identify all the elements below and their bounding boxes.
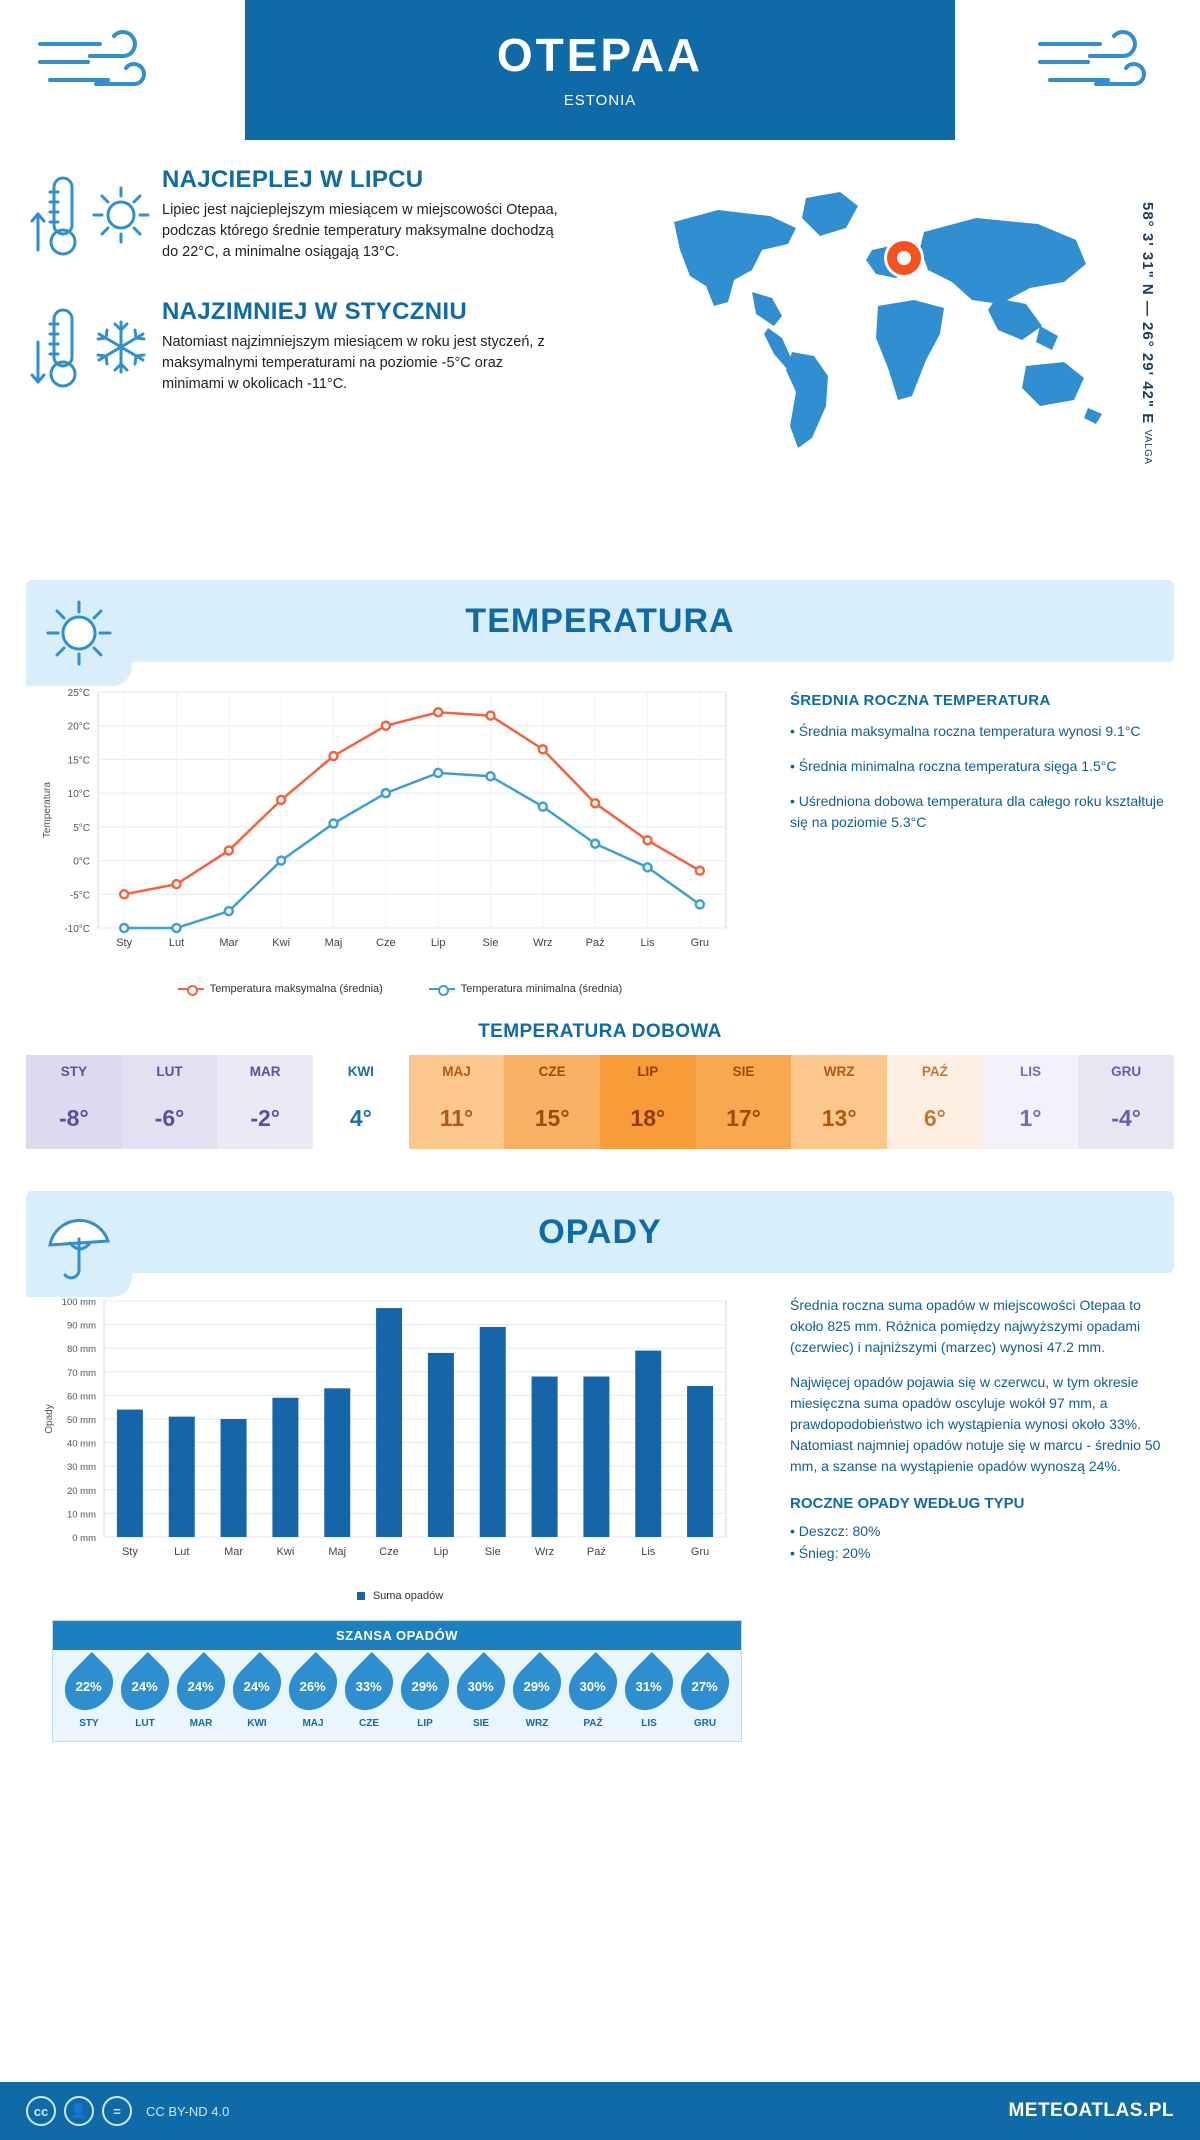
daily-temp-value-mar: -2°: [217, 1088, 313, 1149]
chance-value: 22%: [75, 1678, 103, 1694]
chance-month-label: LIP: [417, 1718, 433, 1729]
legend-label-precip: Suma opadów: [372, 1590, 444, 1602]
coldest-month-text: Natomiast najzimniejszym miesiącem w roku jest styczeń, z maksymalnymi temperaturami na poziomie -5°C oraz minimami w okolicach -11°C.: [162, 334, 545, 393]
precip-types-title: ROCZNE OPADY WEDŁUG TYPU: [790, 1495, 1025, 1512]
water-drop-icon: [559, 1652, 627, 1720]
water-drop-icon: [167, 1652, 235, 1720]
umbrella-icon: [40, 1205, 118, 1283]
water-drop-icon: [335, 1652, 403, 1720]
sun-icon: [90, 184, 152, 246]
water-drop-icon: [447, 1652, 515, 1720]
svg-text:Maj: Maj: [324, 937, 343, 949]
chance-month-label: STY: [79, 1718, 99, 1729]
snowflake-icon: [90, 316, 152, 378]
sun-icon: [42, 596, 116, 670]
chance-title: SZANSA OPADÓW: [53, 1621, 741, 1650]
svg-text:Cze: Cze: [376, 937, 396, 949]
daily-temperature-value-row: [26, 1088, 1174, 1149]
cc-icon: cc: [26, 2096, 56, 2126]
legend-item-max: [178, 983, 383, 995]
water-drop-icon: [55, 1652, 123, 1720]
water-drop-icon: [223, 1652, 291, 1720]
daily-temp-month-lip: LIP: [600, 1055, 696, 1088]
daily-temp-value-lip: 18°: [600, 1088, 696, 1149]
country-label: ESTONIA: [563, 92, 637, 109]
chance-drops-row: [53, 1650, 741, 1741]
page-title: OTEPAA: [496, 29, 704, 81]
sun-badge: [26, 580, 132, 686]
svg-text:Lip: Lip: [433, 1546, 449, 1558]
chance-cell-paź: [565, 1660, 621, 1729]
warmest-month-block: [28, 164, 628, 270]
chance-value: 27%: [691, 1678, 719, 1694]
svg-text:90 mm: 90 mm: [66, 1320, 96, 1332]
warm-icons: [28, 164, 152, 270]
legend-label-max: Temperatura maksymalna (średnia): [209, 983, 383, 995]
world-map-svg: [656, 180, 1136, 450]
precipitation-banner-title: OPADY: [538, 1212, 662, 1251]
svg-text:30 mm: 30 mm: [66, 1462, 96, 1474]
daily-temp-month-sty: STY: [26, 1055, 122, 1088]
precipitation-bar-chart: [26, 1289, 746, 1579]
svg-text:Lis: Lis: [640, 937, 655, 949]
daily-temp-value-wrz: 13°: [791, 1088, 887, 1149]
water-drop-icon: [279, 1652, 347, 1720]
svg-text:Lis: Lis: [641, 1546, 656, 1558]
daily-temp-value-lut: -6°: [122, 1088, 218, 1149]
svg-text:10°C: 10°C: [67, 789, 90, 801]
precip-text-1: Średnia roczna suma opadów w miejscowości Otepaa to około 825 mm. Różnica pomiędzy najwyższymi opadami (czerwiec) i najniższymi (marzec) wynosi 47.2 mm.: [790, 1297, 1141, 1355]
intro-section: [0, 150, 1200, 580]
temperature-chart: [26, 680, 774, 995]
warmest-month-title: NAJCIEPLEJ W LIPCU: [162, 166, 424, 193]
svg-text:Opady: Opady: [44, 1404, 55, 1434]
brand-label: METEOATLAS.PL: [1008, 2100, 1174, 2121]
svg-text:Lip: Lip: [430, 937, 446, 949]
daily-temp-month-paź: PAŹ: [887, 1055, 983, 1088]
warmest-month-text: Lipiec jest najcieplejszym miesiącem w miejscowości Otepaa, podczas którego średnie temperatury maksymalne dochodzą do 22°C, a minimalne osiągają 13°C.: [162, 202, 558, 261]
chance-cell-sie: [453, 1660, 509, 1729]
temperature-plot: [26, 680, 774, 975]
svg-text:25°C: 25°C: [67, 688, 90, 699]
chance-of-precipitation: [52, 1620, 742, 1742]
svg-text:Gru: Gru: [690, 1546, 710, 1558]
temperature-banner: [26, 580, 1174, 662]
chance-month-label: CZE: [359, 1718, 379, 1729]
precipitation-chart: [26, 1289, 774, 1742]
svg-text:Kwi: Kwi: [272, 937, 291, 949]
chance-cell-sty: [61, 1660, 117, 1729]
svg-text:Sie: Sie: [482, 937, 499, 949]
svg-text:Lut: Lut: [168, 937, 185, 949]
daily-temp-month-kwi: KWI: [313, 1055, 409, 1088]
umbrella-badge: [26, 1191, 132, 1297]
svg-text:5°C: 5°C: [73, 822, 90, 834]
daily-temp-value-lis: 1°: [983, 1088, 1079, 1149]
avg-temp-bullet-3: • Uśredniona dobowa temperatura dla całego roku kształtuje się na poziomie 5.3°C: [790, 793, 1164, 830]
daily-temp-month-mar: MAR: [217, 1055, 313, 1088]
daily-temp-month-sie: SIE: [696, 1055, 792, 1088]
legend-item-min: [429, 983, 622, 995]
svg-text:60 mm: 60 mm: [66, 1391, 96, 1403]
daily-temperature-header-row: [26, 1055, 1174, 1088]
temperature-chart-row: [0, 662, 1200, 995]
chance-cell-cze: [341, 1660, 397, 1729]
chance-cell-kwi: [229, 1660, 285, 1729]
temperature-legend: [26, 983, 774, 995]
water-drop-icon: [671, 1652, 739, 1720]
svg-text:Gru: Gru: [690, 937, 710, 949]
precip-type-rain: • Deszcz: 80%: [790, 1523, 881, 1539]
cold-icons: [28, 296, 152, 402]
thermometer-up-icon: [28, 170, 84, 270]
chance-value: 30%: [579, 1678, 607, 1694]
svg-text:Wrz: Wrz: [533, 937, 553, 949]
chance-value: 33%: [355, 1678, 383, 1694]
chance-value: 29%: [523, 1678, 551, 1694]
svg-text:20°C: 20°C: [67, 721, 90, 733]
svg-text:Paź: Paź: [585, 937, 605, 949]
svg-text:100 mm: 100 mm: [61, 1297, 96, 1308]
chance-cell-gru: [677, 1660, 733, 1729]
chance-month-label: MAJ: [302, 1718, 324, 1729]
daily-temp-value-sie: 17°: [696, 1088, 792, 1149]
chance-cell-lis: [621, 1660, 677, 1729]
chance-cell-mar: [173, 1660, 229, 1729]
temperature-summary: [774, 680, 1174, 995]
license-group: [26, 2096, 229, 2126]
daily-temp-value-maj: 11°: [409, 1088, 505, 1149]
daily-temp-month-gru: GRU: [1078, 1055, 1174, 1088]
chance-month-label: LIS: [641, 1718, 657, 1729]
svg-text:Mar: Mar: [219, 937, 239, 949]
chance-month-label: KWI: [247, 1718, 267, 1729]
svg-text:80 mm: 80 mm: [66, 1344, 96, 1356]
svg-text:15°C: 15°C: [67, 755, 90, 767]
precip-text-2: Najwięcej opadów pojawia się w czerwcu, w tym okresie miesięczna suma opadów oscyluje wokół 97 mm, a prawdopodobieństwo ich wystąpienia wynosi około 33%. Natomiast najmniej opadów notuje się w marcu - średnio 50 mm, a szanse na wystąpienie opadów wynoszą 24%.: [790, 1374, 1161, 1474]
precip-type-snow: • Śnieg: 20%: [790, 1545, 871, 1562]
precipitation-legend: [26, 1590, 774, 1602]
daily-temp-value-kwi: 4°: [313, 1088, 409, 1149]
svg-text:-10°C: -10°C: [64, 924, 90, 935]
svg-text:20 mm: 20 mm: [66, 1485, 96, 1497]
legend-swatch-precip: [357, 1592, 365, 1600]
svg-text:Temperatura: Temperatura: [42, 781, 53, 839]
svg-text:Sie: Sie: [484, 1546, 501, 1558]
svg-text:Maj: Maj: [328, 1546, 347, 1558]
precipitation-summary: [774, 1289, 1174, 1742]
chance-month-label: SIE: [472, 1718, 490, 1729]
temperature-banner-title: TEMPERATURA: [465, 601, 735, 640]
chance-month-label: GRU: [693, 1718, 717, 1729]
chance-cell-maj: [285, 1660, 341, 1729]
chance-value: 24%: [243, 1678, 271, 1694]
water-drop-icon: [615, 1652, 683, 1720]
svg-text:50 mm: 50 mm: [66, 1415, 96, 1426]
chance-value: 29%: [411, 1678, 439, 1694]
svg-text:10 mm: 10 mm: [66, 1509, 96, 1521]
daily-temp-month-maj: MAJ: [409, 1055, 505, 1088]
chance-value: 31%: [635, 1678, 663, 1694]
chance-value: 24%: [187, 1678, 215, 1694]
chance-cell-lut: [117, 1660, 173, 1729]
svg-text:-5°C: -5°C: [69, 890, 90, 902]
svg-text:0°C: 0°C: [73, 856, 90, 868]
water-drop-icon: [111, 1652, 179, 1720]
water-drop-icon: [391, 1652, 459, 1720]
daily-temp-value-paź: 6°: [887, 1088, 983, 1149]
header: [0, 0, 1200, 150]
chance-cell-lip: [397, 1660, 453, 1729]
svg-text:Cze: Cze: [379, 1546, 399, 1558]
coldest-month-block: [28, 296, 628, 402]
thermometer-down-icon: [28, 302, 84, 402]
daily-temp-month-wrz: WRZ: [791, 1055, 887, 1088]
daily-temp-month-lis: LIS: [983, 1055, 1079, 1088]
chance-cell-wrz: [509, 1660, 565, 1729]
svg-text:Mar: Mar: [224, 1546, 244, 1558]
avg-temp-bullet-1: • Średnia maksymalna roczna temperatura wynosi 9.1°C: [790, 723, 1141, 739]
region-label: VALGA: [1142, 429, 1153, 465]
svg-text:40 mm: 40 mm: [66, 1438, 96, 1450]
chance-value: 26%: [299, 1678, 327, 1694]
svg-text:Wrz: Wrz: [534, 1546, 555, 1558]
water-drop-icon: [503, 1652, 571, 1720]
coldest-month-title: NAJZIMNIEJ W STYCZNIU: [162, 298, 467, 325]
avg-temp-title: ŚREDNIA ROCZNA TEMPERATURA: [790, 692, 1051, 709]
svg-text:Kwi: Kwi: [276, 1546, 295, 1558]
precipitation-chart-row: [0, 1273, 1200, 1742]
svg-text:0 mm: 0 mm: [72, 1533, 96, 1544]
coordinates: [1139, 202, 1156, 465]
daily-temp-value-cze: 15°: [504, 1088, 600, 1149]
license-label: CC BY-ND 4.0: [146, 2103, 230, 2119]
chance-month-label: WRZ: [525, 1718, 549, 1729]
svg-text:Paź: Paź: [586, 1546, 606, 1558]
avg-temp-bullet-2: • Średnia minimalna roczna temperatura sięga 1.5°C: [790, 758, 1117, 774]
world-map: [656, 180, 1166, 480]
svg-text:70 mm: 70 mm: [66, 1367, 96, 1379]
chance-value: 24%: [131, 1678, 159, 1694]
daily-temp-value-gru: -4°: [1078, 1088, 1174, 1149]
nd-icon: =: [102, 2096, 132, 2126]
svg-text:Lut: Lut: [174, 1546, 190, 1558]
chance-value: 30%: [467, 1678, 495, 1694]
coordinates-value: 58° 3' 31" N — 26° 29' 42" E: [1139, 202, 1156, 425]
footer: [0, 2082, 1200, 2140]
legend-label-min: Temperatura minimalna (średnia): [460, 983, 623, 995]
daily-temperature-title: TEMPERATURA DOBOWA: [478, 1021, 722, 1042]
daily-temp-month-lut: LUT: [122, 1055, 218, 1088]
svg-text:Sty: Sty: [116, 937, 133, 949]
daily-temp-value-sty: -8°: [26, 1088, 122, 1149]
svg-text:Sty: Sty: [121, 1546, 138, 1558]
chance-month-label: LUT: [135, 1718, 155, 1729]
precip-types-list: [790, 1520, 1174, 1565]
daily-temp-month-cze: CZE: [504, 1055, 600, 1088]
temperature-line-chart: [26, 680, 746, 970]
by-icon: 👤: [64, 2096, 94, 2126]
chance-month-label: MAR: [189, 1718, 213, 1729]
precipitation-banner: [26, 1191, 1174, 1273]
chance-month-label: PAŹ: [583, 1718, 603, 1729]
